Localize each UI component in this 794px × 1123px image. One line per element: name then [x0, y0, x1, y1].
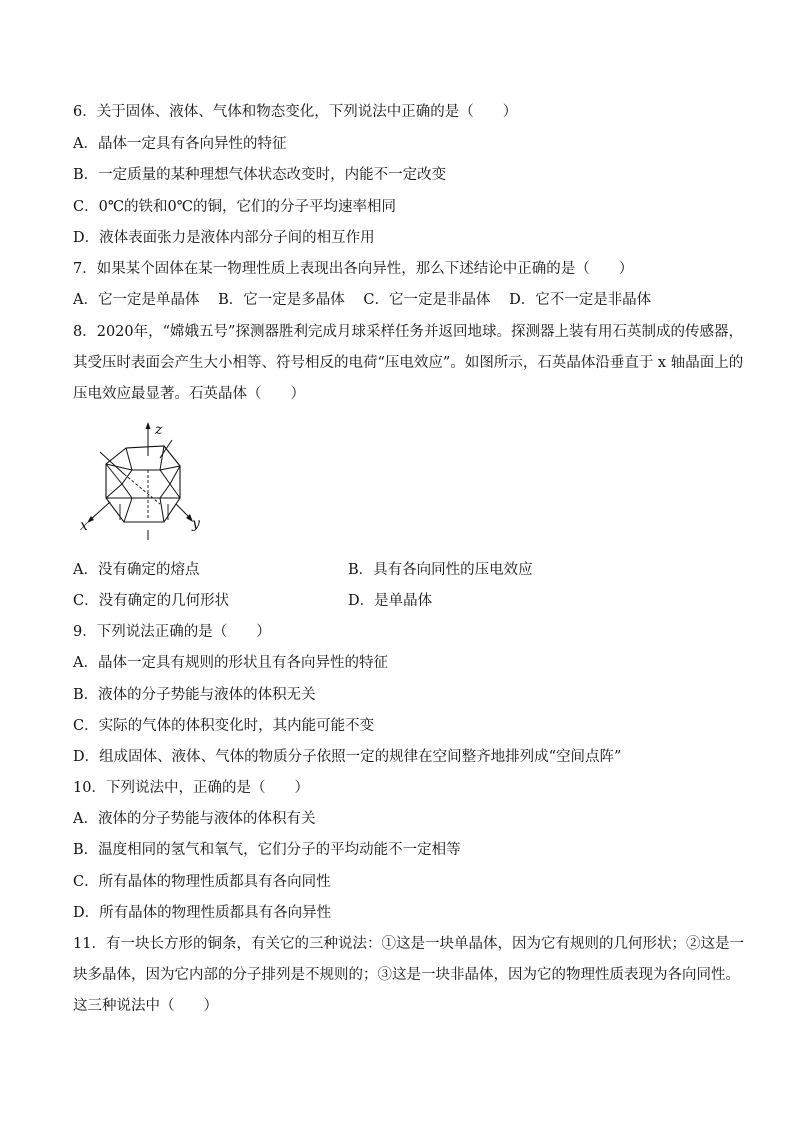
question-8-option-d: D．是单晶体 [348, 593, 433, 609]
y-axis-front [176, 504, 190, 518]
crystal-outline [106, 446, 180, 522]
question-6-option-a: A．晶体一定具有各向异性的特征 [73, 136, 287, 152]
question-8-option-c: C．没有确定的几何形状 [73, 593, 230, 609]
quartz-crystal-figure [76, 418, 216, 548]
y-axis-label: y [192, 516, 200, 532]
z-axis-label: z [155, 422, 163, 438]
x-axis-hidden [124, 474, 160, 504]
question-8-stem-line-3: 压电效应最显著。石英晶体（ ） [73, 386, 305, 402]
question-9-option-d: D．组成固体、液体、气体的物质分子依照一定的规律在空间整齐地排列成“空间点阵” [73, 749, 622, 765]
question-8-option-a: A．没有确定的熔点 [73, 562, 200, 578]
question-8-option-b: B．具有各向同性的压电效应 [348, 562, 533, 578]
question-9-option-a: A．晶体一定具有规则的形状且有各向异性的特征 [73, 655, 388, 671]
question-10-option-a: A．液体的分子势能与液体的体积有关 [73, 811, 316, 827]
crystal-edge [160, 466, 180, 470]
question-6-option-b: B．一定质量的某种理想气体状态改变时，内能不一定改变 [73, 167, 447, 183]
x-axis-label: x [80, 518, 88, 534]
question-10-option-b: B．温度相同的氢气和氧气，它们分子的平均动能不一定相等 [73, 842, 461, 858]
question-7-option-b: B．它一定是多晶体 [218, 292, 345, 308]
question-11-stem-line-1: 11．有一块长方形的铜条，有关它的三种说法：①这是一块单晶体，因为它有规则的几何形状；②这是一 [73, 936, 744, 952]
question-6-option-c: C．0℃的铁和0℃的铜，它们的分子平均速率相同 [73, 199, 396, 215]
z-axis-arrow [146, 422, 151, 429]
question-6-stem: 6．关于固体、液体、气体和物态变化，下列说法中正确的是（ ） [73, 104, 518, 120]
crystal-edge [160, 498, 164, 522]
question-6-option-d: D．液体表面张力是液体内部分子间的相互作用 [73, 230, 375, 246]
question-7-options [73, 290, 721, 310]
question-8-stem-line-2: 其受压时表面会产生大小相等、符号相反的电荷“压电效应”。如图所示，石英晶体沿垂直于 x 轴晶面上的 [73, 355, 744, 371]
question-7-stem: 7．如果某个固体在某一物理性质上表现出各向异性，那么下述结论中正确的是（ ） [73, 261, 634, 277]
crystal-edge [106, 484, 122, 498]
question-10-stem: 10．下列说法中，正确的是（ ） [73, 780, 309, 796]
question-9-option-c: C．实际的气体的体积变化时，其内能可能不变 [73, 718, 375, 734]
question-7-option-a: A．它一定是单晶体 [73, 292, 200, 308]
crystal-center-face [122, 470, 170, 498]
question-11-stem-line-2: 块多晶体，因为它内部的分子排列是不规则的；③这是一块非晶体，因为它的物理性质表现为各向同性。 [73, 967, 740, 983]
crystal-edge [170, 466, 180, 484]
crystal-edge [124, 498, 132, 522]
crystal-edge [126, 448, 132, 470]
question-8-stem-line-1: 8．2020年，“嫦娥五号”探测器胜利完成月球采样任务并返回地球。探测器上装有用石英制成的传感器， [73, 324, 743, 340]
crystal-edge [170, 484, 180, 498]
x-axis-front [90, 502, 110, 520]
question-9-stem: 9．下列说法正确的是（ ） [73, 624, 271, 640]
question-10-option-c: C．所有晶体的物理性质都具有各向同性 [73, 874, 331, 890]
question-11-stem-line-3: 这三种说法中（ ） [73, 998, 218, 1014]
question-7-option-c: C．它一定是非晶体 [363, 292, 491, 308]
question-7-option-d: D．它不一定是非晶体 [509, 292, 652, 308]
question-9-option-b: B．液体的分子势能与液体的体积无关 [73, 687, 316, 703]
question-10-option-d: D．所有晶体的物理性质都具有各向异性 [73, 905, 332, 921]
